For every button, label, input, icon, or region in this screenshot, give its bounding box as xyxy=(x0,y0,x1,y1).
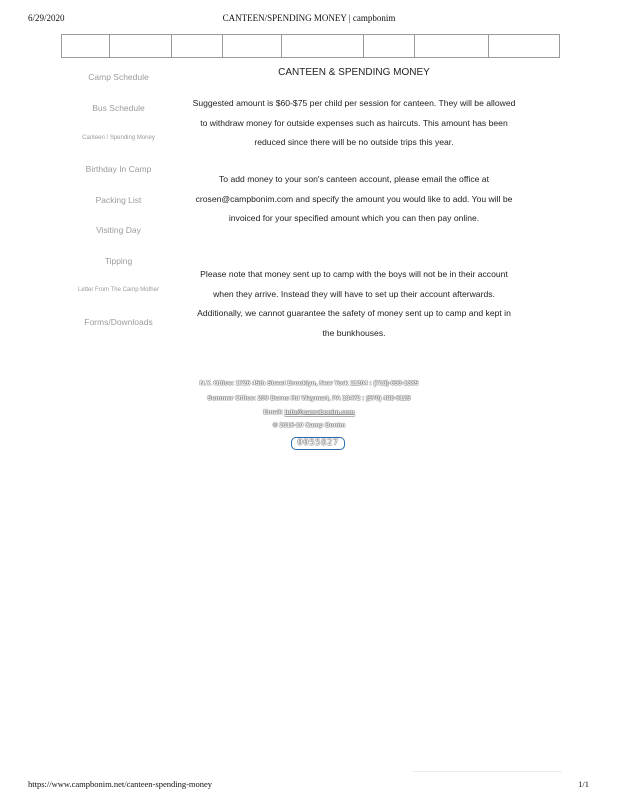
nav-item[interactable] xyxy=(364,35,415,57)
sidebar-item-canteen-spending-money[interactable]: Canteen / Spending Money xyxy=(82,135,155,141)
sidebar-item-packing-list[interactable]: Packing List xyxy=(95,195,142,205)
print-page-title: CANTEEN/SPENDING MONEY | campbonim xyxy=(222,13,396,23)
nav-item[interactable] xyxy=(172,35,223,57)
nav-item[interactable] xyxy=(282,35,364,57)
sidebar-item-letter-from-camp-mother[interactable]: Letter From The Camp Mother xyxy=(78,287,159,293)
paragraph-line: invoiced for your specified amount which you can then pay online. xyxy=(228,213,480,223)
sidebar-item-tipping[interactable]: Tipping xyxy=(104,256,133,266)
divider xyxy=(412,771,562,772)
paragraph-line: Please note that money sent up to camp with the boys will not be in their account xyxy=(200,269,508,279)
summer-office-address: Summer Office: 209 Burns Rd Waymart, PA 18472 : (570) 488-6125 xyxy=(207,395,411,402)
sidebar-item-bus-schedule[interactable]: Bus Schedule xyxy=(92,103,145,113)
paragraph-line: the bunkhouses. xyxy=(322,327,386,338)
nav-item[interactable] xyxy=(415,35,489,57)
nav-item[interactable] xyxy=(110,35,172,57)
print-url: https://www.campbonim.net/canteen-spending-money xyxy=(28,779,213,789)
paragraph-line: when they arrive. Instead they will have to set up their account afterwards. xyxy=(213,288,495,299)
canteen-amount-paragraph xyxy=(180,94,528,153)
sidebar-item-forms-downloads[interactable]: Forms/Downloads xyxy=(84,317,153,327)
sidebar-item-birthday-in-camp[interactable]: Birthday In Camp xyxy=(85,164,152,174)
copyright: © 2016-19 Camp Bonim xyxy=(272,422,346,429)
visitor-counter: 0055827 xyxy=(291,437,345,450)
paragraph-line: crosen@campbonim.com and specify the amount you would like to add. You will be xyxy=(195,193,513,204)
nav-item[interactable] xyxy=(489,35,559,57)
nav-item[interactable] xyxy=(62,35,110,57)
paragraph-line: reduced since there will be no outside trips this year. xyxy=(254,137,454,147)
footer-email xyxy=(0,409,618,416)
sidebar-item-visiting-day[interactable]: Visiting Day xyxy=(96,225,141,235)
sidebar-item-camp-schedule[interactable]: Camp Schedule xyxy=(88,72,149,82)
print-date: 6/29/2020 xyxy=(28,13,65,23)
top-navigation-bar xyxy=(61,34,560,58)
page-title: CANTEEN & SPENDING MONEY xyxy=(278,67,430,78)
nav-item[interactable] xyxy=(223,35,282,57)
money-safety-paragraph xyxy=(180,265,528,343)
email-link[interactable]: info@campbonim.com xyxy=(284,409,355,416)
ny-office-address: N.Y. Office: 1726 45th Street Brooklyn, New York 11204 : (718)-633-1385 xyxy=(199,380,419,387)
email-label: Email: xyxy=(263,409,285,416)
paragraph-line: To add money to your son's canteen account, please email the office at xyxy=(219,174,489,184)
paragraph-line: Suggested amount is $60-$75 per child per session for canteen. They will be allowed xyxy=(192,98,516,108)
add-money-paragraph xyxy=(180,170,528,229)
paragraph-line: to withdraw money for outside expenses such as haircuts. This amount has been xyxy=(200,117,508,128)
print-page-number: 1/1 xyxy=(578,779,589,789)
paragraph-line: Additionally, we cannot guarantee the safety of money sent up to camp and kept in xyxy=(197,308,511,318)
